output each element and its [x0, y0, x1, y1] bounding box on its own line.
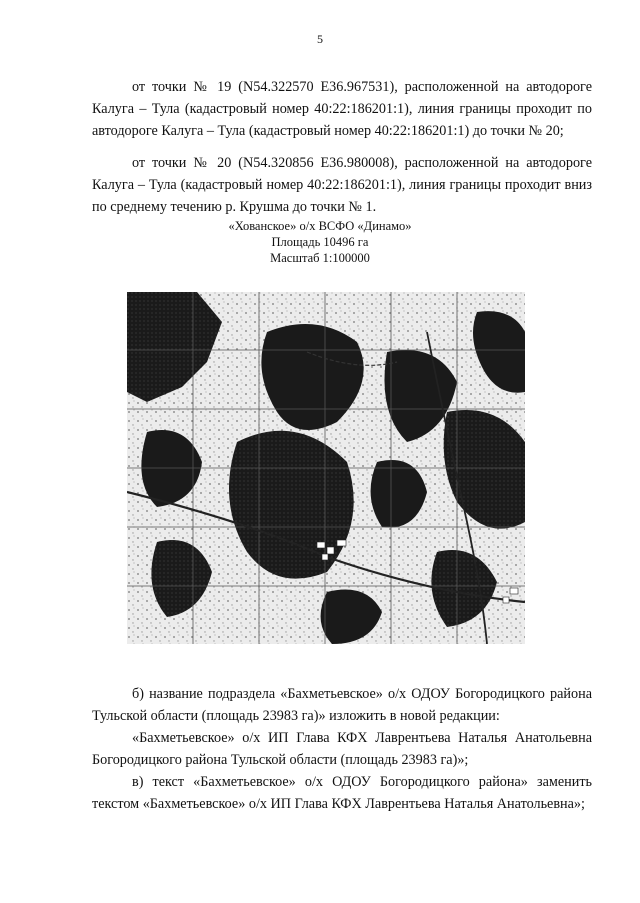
map-caption-scale: Масштаб 1:100000 — [270, 251, 370, 265]
paragraph-point-20: от точки № 20 (N54.320856 E36.980008), расположенной на автодороге Калуга – Тула (кадастровый номер 40:22:186201:1), линия границы проходит вниз по среднему течению р. Крушма до точки № 1. — [92, 155, 592, 215]
paragraph-item-b: б) название подраздела «Бахметьевское» о/х ОДОУ Богородицкого района Тульской области (площадь 23983 га)» изложить в новой редакции: — [92, 686, 592, 724]
paragraph-point-19: от точки № 19 (N54.322570 E36.967531), расположенной на автодороге Калуга – Тула (кадастровый номер 40:22:186201:1), линия границы проходит по автодороге Калуга – Тула (кадастровый номер 40:22:186201:1) до точки № 20; — [92, 79, 592, 139]
page-number: 5 — [317, 32, 323, 46]
map-caption-title: «Хованское» о/х ВСФО «Динамо» — [228, 219, 412, 233]
map-caption-area: Площадь 10496 га — [271, 235, 369, 249]
paragraph-item-v: в) текст «Бахметьевское» о/х ОДОУ Богородицкого района» заменить текстом «Бахметьевское» о/х ИП Глава КФХ Лаврентьева Наталья Анатольевна»; — [92, 774, 592, 812]
topographic-map-image — [127, 292, 525, 644]
map-graphic — [127, 292, 525, 644]
paragraph-new-wording: «Бахметьевское» о/х ИП Глава КФХ Лаврентьева Наталья Анатольевна Богородицкого района Тульской области (площадь 23983 га)»; — [92, 730, 592, 768]
map-caption — [0, 218, 640, 266]
